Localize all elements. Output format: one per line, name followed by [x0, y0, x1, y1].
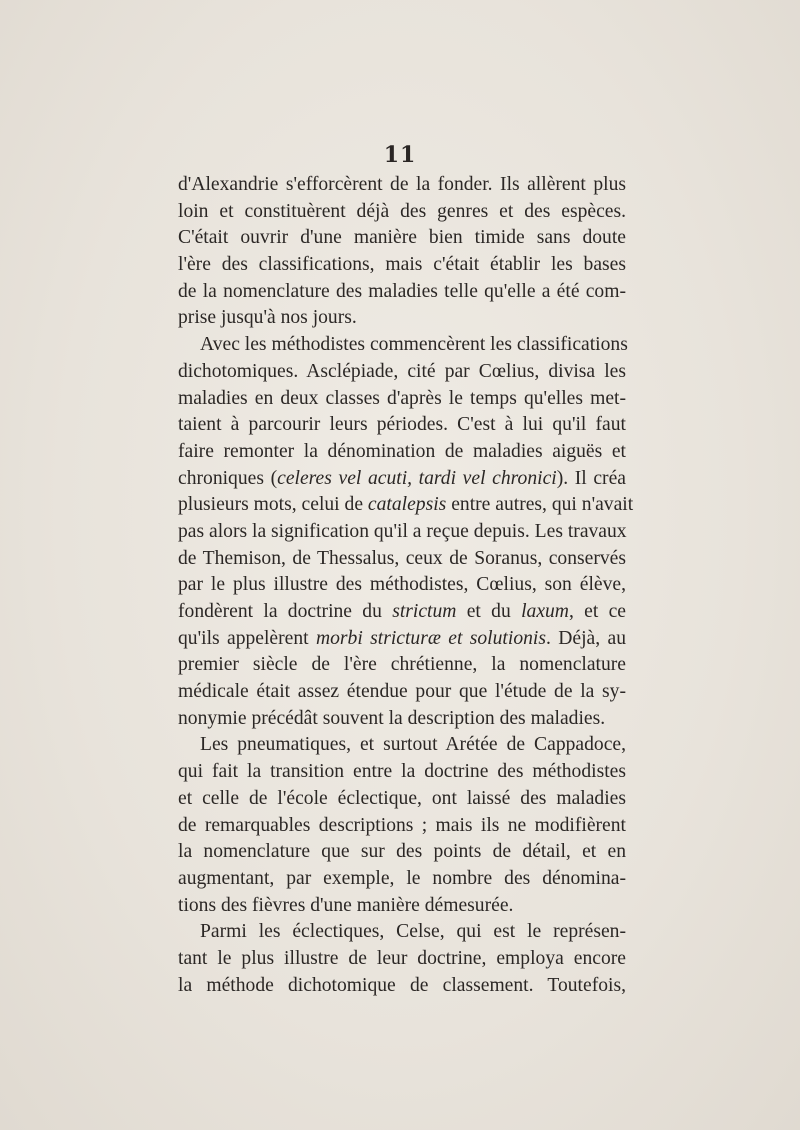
- text-run: ). Il créa: [556, 467, 626, 489]
- text-line: la nomenclature que sur des points de détail, et en: [178, 841, 626, 863]
- body-text: [178, 172, 634, 999]
- text-line: de Themison, de Thessalus, ceux de Soranus, conservés: [178, 547, 626, 569]
- text-line: [178, 492, 634, 519]
- text-line: nonymie précédât souvent la description des maladies.: [178, 707, 606, 729]
- text-line: et celle de l'école éclectique, ont laissé des maladies: [178, 787, 626, 809]
- text-line: [178, 626, 626, 653]
- text-line: pas alors la signification qu'il a reçue depuis. Les travaux: [178, 520, 627, 542]
- text-line: Les pneumatiques, et surtout Arétée de Cappadoce,: [200, 734, 626, 756]
- text-run: entre autres, qui n'avait: [446, 494, 634, 516]
- text-run: plusieurs mots, celui de: [178, 494, 368, 516]
- text-line: taient à parcourir leurs périodes. C'est à lui qu'il faut: [178, 414, 626, 436]
- text-run: qu'ils appelèrent: [178, 627, 316, 649]
- text-line: par le plus illustre des méthodistes, Cœlius, son élève,: [178, 574, 626, 596]
- text-line: de remarquables descriptions ; mais ils ne modifièrent: [178, 814, 626, 836]
- text-line: faire remonter la dénomination de maladies aiguës et: [178, 440, 626, 462]
- text-line: [178, 466, 626, 493]
- text-line: Avec les méthodistes commencèrent les classifications: [200, 334, 628, 356]
- italic-term: celeres vel acuti, tardi vel chronici: [277, 467, 557, 489]
- text-line: qui fait la transition entre la doctrine des méthodistes: [178, 761, 626, 783]
- italic-term: laxum: [521, 601, 569, 622]
- page-number: 11: [383, 142, 417, 168]
- text-line: la méthode dichotomique de classement. Toutefois,: [178, 974, 626, 996]
- text-line: C'était ouvrir d'une manière bien timide sans doute: [178, 227, 626, 249]
- text-line: de la nomenclature des maladies telle qu'elle a été com-: [178, 280, 626, 302]
- text-line: augmentant, par exemple, le nombre des dénomina-: [178, 867, 626, 889]
- text-line: Parmi les éclectiques, Celse, qui est le représen-: [200, 921, 626, 943]
- text-run: , et ce: [568, 601, 626, 622]
- text-run: fondèrent la doctrine du: [178, 601, 393, 622]
- text-line: tions des fièvres d'une manière démesurée.: [178, 894, 514, 916]
- text-line: d'Alexandrie s'efforcèrent de la fonder. Ils allèrent plus: [178, 174, 626, 195]
- text-line: l'ère des classifications, mais c'était établir les bases: [178, 254, 626, 276]
- italic-term: catalepsis: [367, 494, 447, 516]
- text-run: et du: [456, 601, 522, 622]
- text-line: dichotomiques. Asclépiade, cité par Cœlius, divisa les: [178, 360, 626, 382]
- text-line: médicale était assez étendue pour que l'étude de la sy-: [178, 681, 626, 703]
- text-line: maladies en deux classes d'après le temps qu'elles met-: [178, 387, 626, 409]
- text-line: prise jusqu'à nos jours.: [178, 307, 357, 329]
- text-line: [178, 599, 626, 626]
- text-run: . Déjà, au: [545, 627, 626, 649]
- text-line: tant le plus illustre de leur doctrine, employa encore: [178, 947, 626, 969]
- text-run: chroniques (: [178, 467, 278, 489]
- italic-term: morbi stricturæ et solutionis: [315, 627, 546, 649]
- text-line: premier siècle de l'ère chrétienne, la nomenclature: [178, 654, 626, 676]
- italic-term: strictum: [392, 601, 457, 622]
- text-line: loin et constituèrent déjà des genres et des espèces.: [178, 200, 626, 222]
